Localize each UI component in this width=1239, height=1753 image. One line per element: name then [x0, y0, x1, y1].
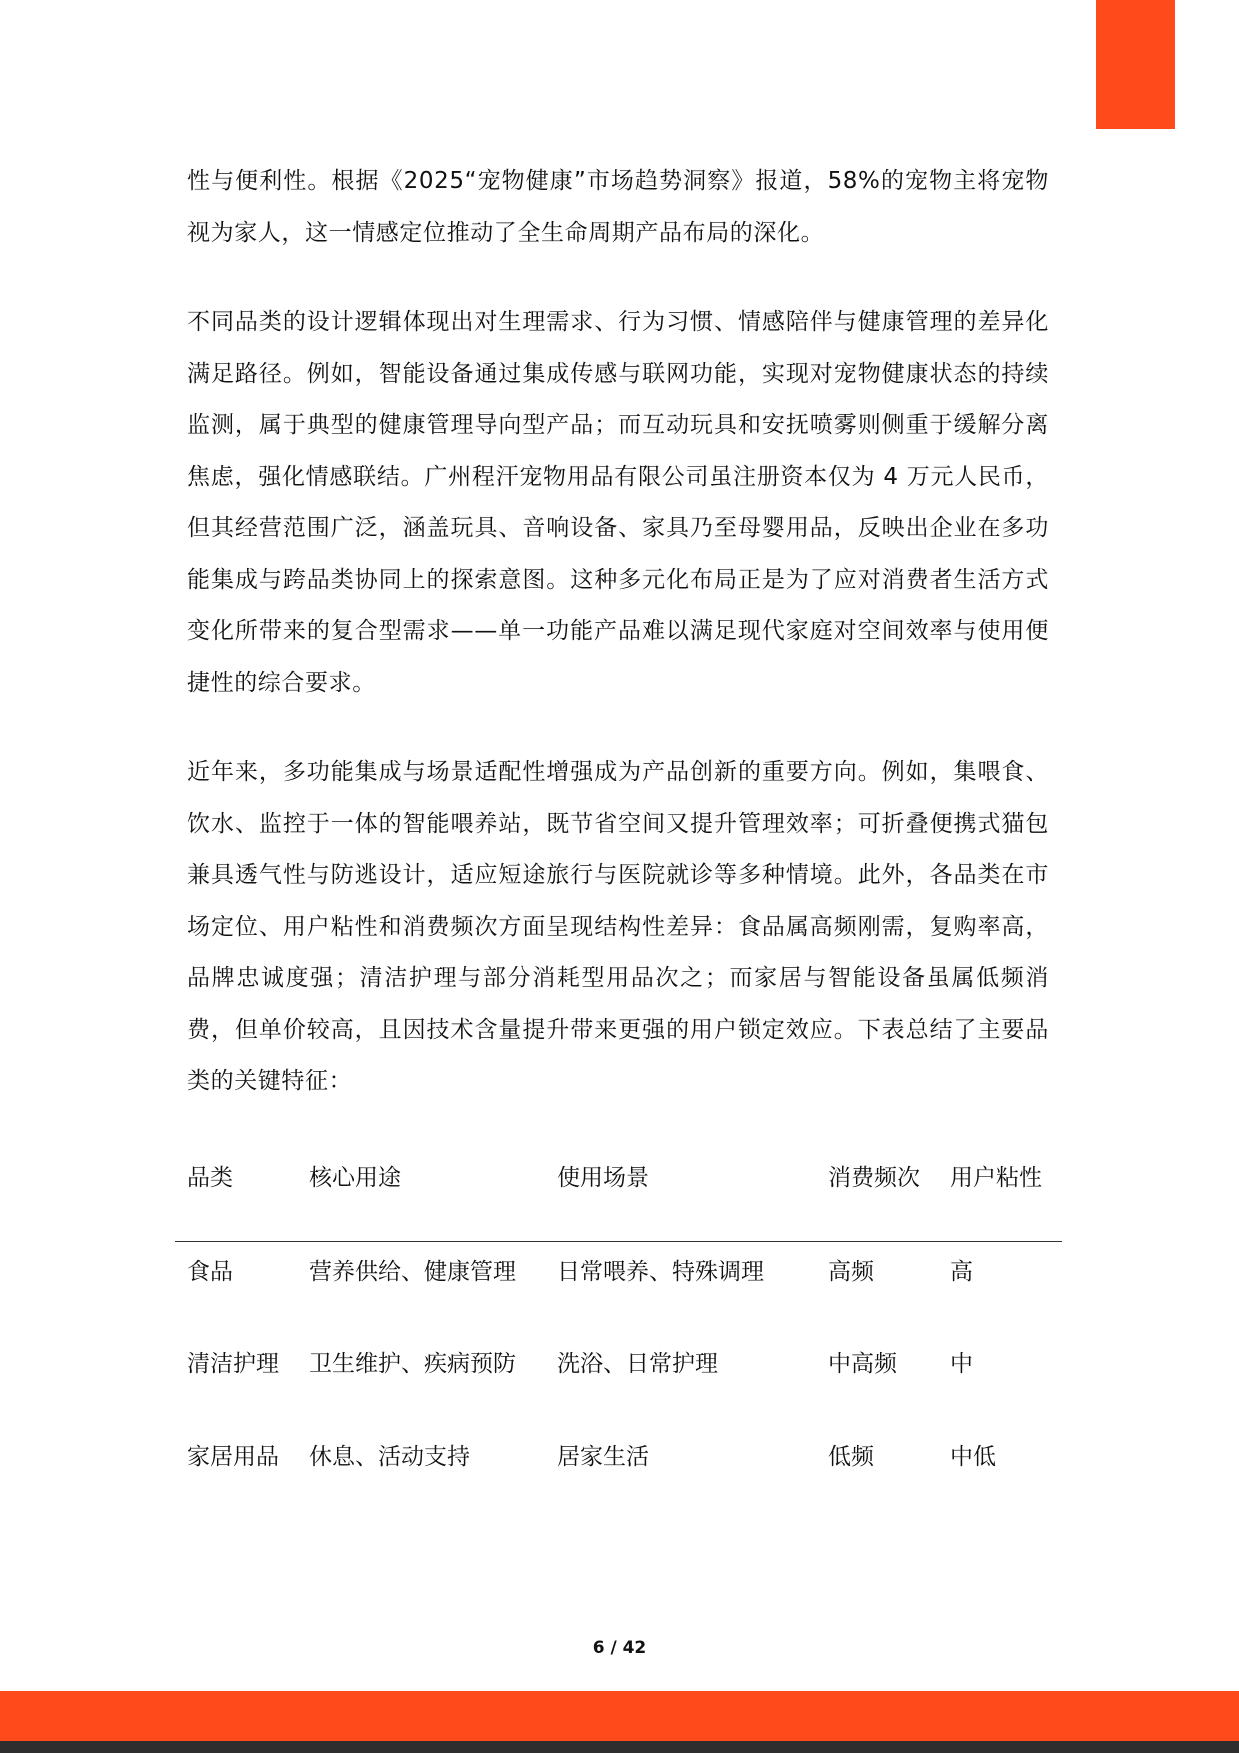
body-text: [187, 156, 1049, 1108]
page-number: 6 / 42: [592, 1638, 647, 1658]
table-row: [175, 1252, 1062, 1292]
footer-dark-strip: [0, 1741, 1239, 1753]
table-divider: [175, 1241, 1062, 1242]
table-cell: 中高频: [828, 1351, 897, 1377]
table-header-cell: 品类: [187, 1165, 233, 1191]
table-header-row: [175, 1158, 1062, 1198]
table-cell: 高: [950, 1259, 973, 1285]
table-cell: 中: [950, 1351, 973, 1377]
paragraph: 近年来，多功能集成与场景适配性增强成为产品创新的重要方向。例如，集喂食、饮水、监控于一体的智能喂养站，既节省空间又提升管理效率；可折叠便携式猫包兼具透气性与防逃设计，适应短途旅行与医院就诊等多种情境。此外，各品类在市场定位、用户粘性和消费频次方面呈现结构性差异：食品属高频刚需，复购率高，品牌忠诚度强；清洁护理与部分消耗型用品次之；而家居与智能设备虽属低频消费，但单价较高，且因技术含量提升带来更强的用户锁定效应。下表总结了主要品类的关键特征：: [187, 759, 1049, 1094]
table-cell: 居家生活: [557, 1444, 649, 1470]
table-cell: 营养供给、健康管理: [309, 1259, 516, 1285]
table-cell: 低频: [828, 1444, 874, 1470]
table-header-cell: 使用场景: [557, 1165, 649, 1191]
table-cell: 洗浴、日常护理: [557, 1351, 718, 1377]
table-header-cell: 消费频次: [828, 1165, 920, 1191]
table-header-cell: 核心用途: [309, 1165, 401, 1191]
table-cell: 卫生维护、疾病预防: [309, 1351, 516, 1377]
table-cell: 高频: [828, 1259, 874, 1285]
paragraph: 性与便利性。根据《2025“宠物健康”市场趋势洞察》报道，58%的宠物主将宠物视为家人，这一情感定位推动了全生命周期产品布局的深化。: [187, 168, 1049, 246]
table-row: [175, 1344, 1062, 1384]
table-header-cell: 用户粘性: [950, 1165, 1042, 1191]
table-cell: 清洁护理: [187, 1351, 279, 1377]
table-cell: 休息、活动支持: [309, 1444, 470, 1470]
table-row: [175, 1437, 1062, 1477]
table-cell: 日常喂养、特殊调理: [557, 1259, 764, 1285]
paragraph: 不同品类的设计逻辑体现出对生理需求、行为习惯、情感陪伴与健康管理的差异化满足路径。例如，智能设备通过集成传感与联网功能，实现对宠物健康状态的持续监测，属于典型的健康管理导向型产品；而互动玩具和安抚喷雾则侧重于缓解分离焦虑，强化情感联结。广州程汗宠物用品有限公司虽注册资本仅为 4 万元人民币，但其经营范围广泛，涵盖玩具、音响设备、家具乃至母婴用品，反映出企业在多功能集成与跨品类协同上的探索意图。这种多元化布局正是为了应对消费者生活方式变化所带来的复合型需求——单一功能产品难以满足现代家庭对空间效率与使用便捷性的综合要求。: [187, 309, 1049, 696]
table-cell: 中低: [950, 1444, 996, 1470]
footer-accent-band: [0, 1691, 1239, 1741]
corner-accent-tab: [1096, 0, 1175, 129]
table-cell: 家居用品: [187, 1444, 279, 1470]
table-cell: 食品: [187, 1259, 233, 1285]
